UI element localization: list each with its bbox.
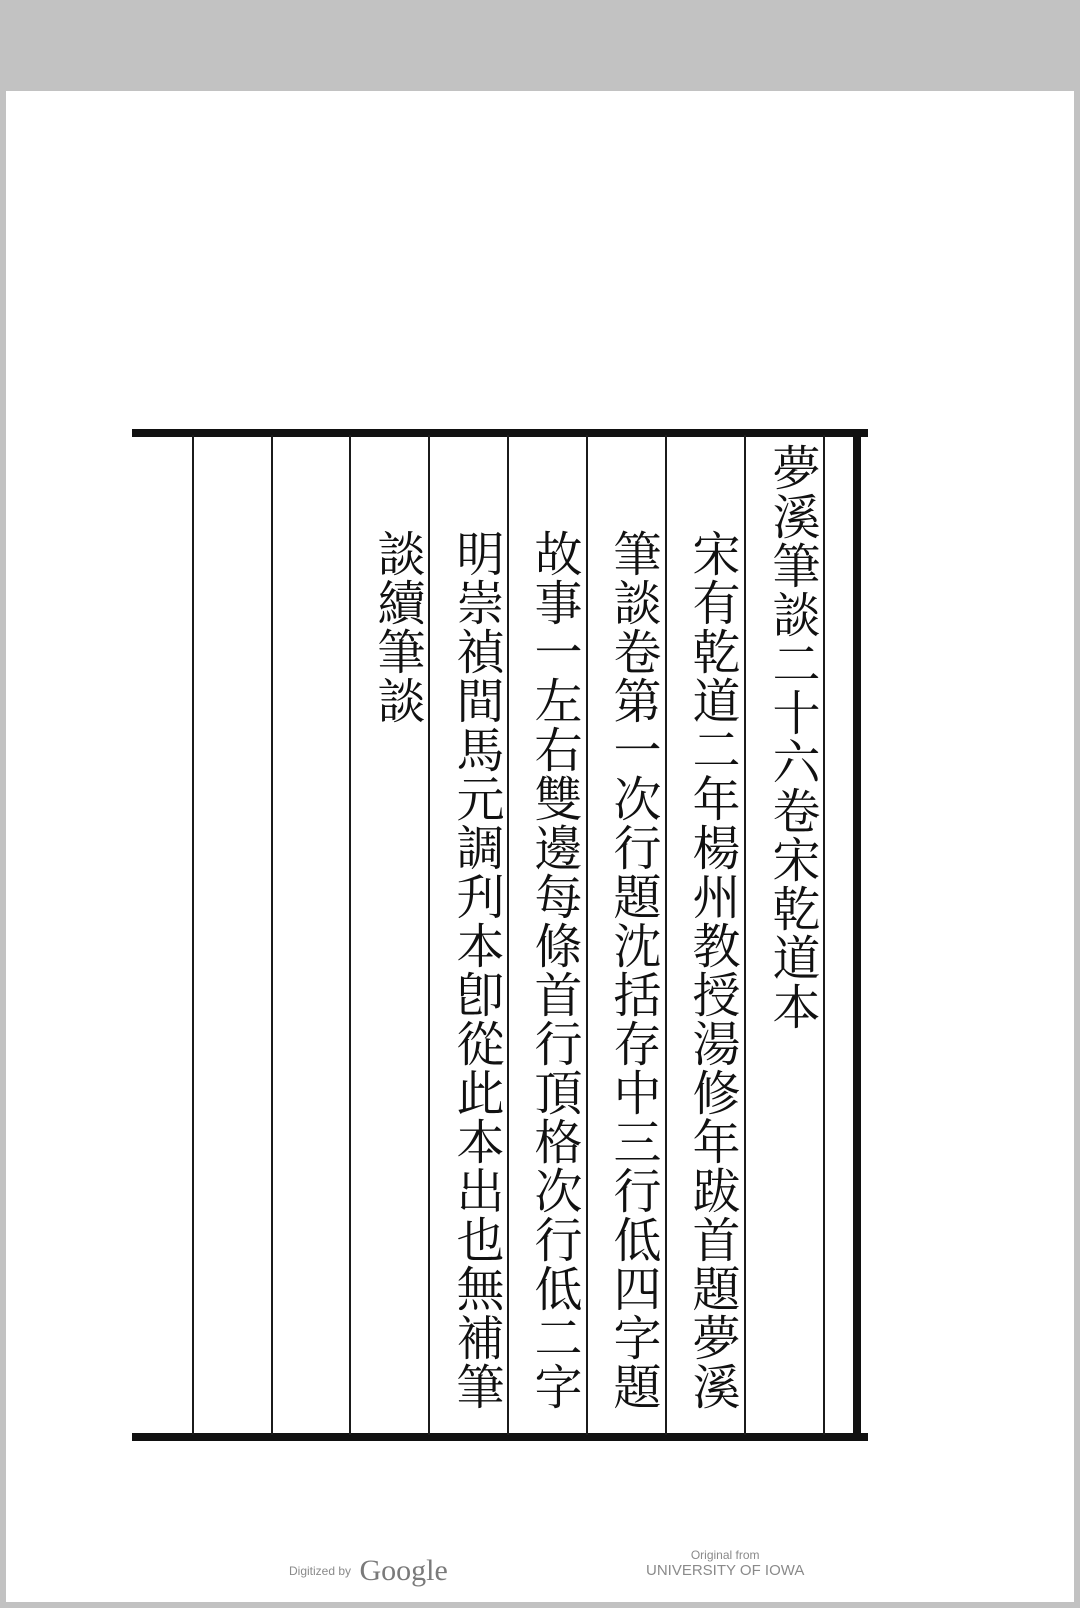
title-column: 夢溪筆談二十六卷宋乾道本 <box>764 443 820 1031</box>
text-column-3: 故事一左右雙邊每條首行頂格次行低二字 <box>526 529 582 1411</box>
frame-right-border <box>853 429 861 1441</box>
google-logo: Google <box>359 1554 448 1587</box>
digitized-by-watermark <box>289 1554 448 1588</box>
column-rule <box>586 435 588 1435</box>
column-rule <box>192 435 194 1435</box>
frame-bottom-border <box>132 1433 868 1441</box>
column-rule <box>665 435 667 1435</box>
digitized-label: Digitized by <box>289 1564 352 1578</box>
text-column-5: 談續筆談 <box>369 529 425 725</box>
text-column-4: 明崇禎間馬元調刋本卽從此本出也無補筆 <box>448 529 504 1411</box>
column-rule <box>428 435 430 1435</box>
column-rule <box>507 435 509 1435</box>
original-label: Original from <box>690 1548 760 1562</box>
column-rule <box>744 435 746 1435</box>
institution-name: UNIVERSITY OF IOWA <box>646 1562 805 1579</box>
text-column-1: 宋有乾道二年楊州教授湯修年跋首題夢溪 <box>684 529 740 1411</box>
column-rule <box>349 435 351 1435</box>
book-page <box>6 91 1074 1602</box>
original-from-watermark <box>646 1548 804 1579</box>
frame-top-border <box>132 429 868 437</box>
text-column-2: 筆談卷第一次行題沈括存中三行低四字題 <box>605 529 661 1411</box>
column-rule <box>823 435 825 1435</box>
column-rule <box>271 435 273 1435</box>
